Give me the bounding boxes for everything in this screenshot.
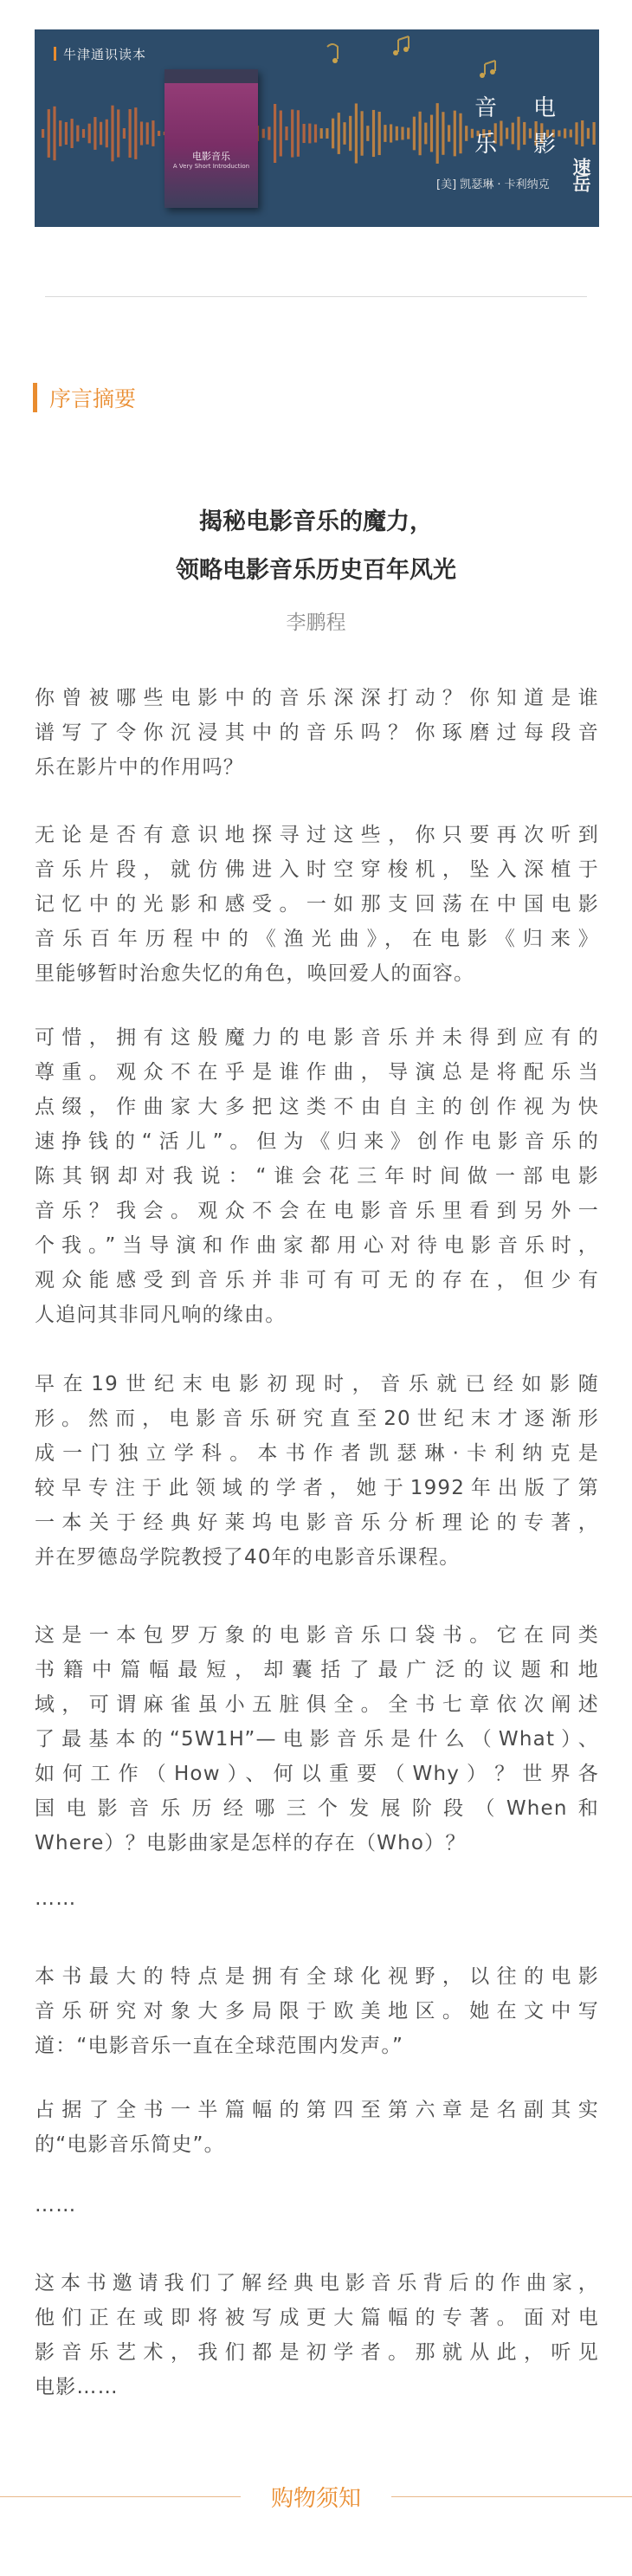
sound-wave-bar [262, 129, 265, 139]
sound-wave-bar [106, 120, 108, 147]
paragraph-line: 这是一本包罗万象的电影音乐口袋书。它在同类 [35, 1624, 599, 1647]
sound-wave-bar [419, 112, 422, 155]
paragraph-line: 了最基本的“5W1H”—电影音乐是什么（What）、 [35, 1728, 599, 1751]
sound-wave-bar [396, 126, 398, 140]
sound-wave-bar [268, 126, 270, 139]
paragraph [35, 681, 599, 785]
sound-wave-bar [326, 128, 328, 139]
sound-wave-bar [140, 121, 143, 145]
sound-wave-bar [280, 110, 282, 156]
sound-wave-bar [442, 112, 444, 155]
banner-translator: 速岳 [571, 158, 592, 191]
sound-wave-bar [152, 120, 154, 146]
headline-line-1: 揭秘电影音乐的魔力， [199, 508, 433, 535]
sound-wave-bar [361, 111, 364, 155]
sound-wave-bar [564, 128, 566, 138]
sound-wave-bar [53, 107, 55, 160]
sound-wave-bar [575, 122, 577, 145]
sound-wave-bar [558, 130, 560, 136]
paragraph-line: 谱写了令你沉浸其中的音乐吗？你琢磨过每段音 [35, 722, 599, 744]
sound-wave-bar [65, 122, 68, 145]
ellipsis [35, 1881, 599, 1916]
sound-wave-bar [587, 128, 590, 139]
sound-wave-bar [285, 126, 287, 140]
sound-wave-bar [430, 115, 433, 152]
section-title: 序言摘要 [49, 386, 137, 411]
paragraph-line: …… [35, 2194, 77, 2217]
sound-wave-bar [274, 104, 276, 163]
paragraph-line: 他们正在或即将被写成更大篇幅的专著。面对电 [35, 2307, 599, 2329]
sound-wave-bar [123, 128, 126, 139]
banner-title-char: 影 [533, 132, 557, 158]
sound-wave-bar [593, 122, 596, 145]
sound-wave-bar [297, 110, 300, 157]
sound-wave-bar [459, 113, 461, 153]
paragraph-line: 音乐？我会。观众不会在电影音乐里看到另外一 [35, 1200, 599, 1222]
sound-wave-bar [506, 127, 508, 139]
paragraph-line: 本书最大的特点是拥有全球化视野，以往的电影 [35, 1965, 599, 1988]
sound-wave-bar [59, 120, 61, 146]
sound-wave-bar [158, 131, 160, 136]
headline-line-2: 领略电影音乐历史百年风光 [176, 557, 456, 584]
shopping-notice-title: 购物须知 [270, 2486, 361, 2512]
section-accent-bar [33, 383, 37, 412]
sound-wave-bar [314, 124, 317, 142]
paragraph-line: 国电影音乐历经哪三个发展阶段（When和 [35, 1797, 599, 1820]
paragraph-line: 一本关于经典好莱坞电影音乐分析理论的专著， [35, 1511, 599, 1534]
sound-wave-bar [320, 128, 323, 139]
paragraph-line: 占据了全书一半篇幅的第四至第六章是名副其实 [35, 2099, 599, 2121]
paragraph-line: 道：“电影音乐一直在全球范围内发声。” [35, 2035, 404, 2057]
paragraph-line: 尊重。观众不在乎是谁作曲，导演总是将配乐当 [35, 1061, 599, 1084]
sound-wave-bar [424, 123, 427, 145]
sound-wave-bar [76, 126, 79, 142]
banner-author: [美] 凯瑟琳 · 卡利纳克 [436, 178, 550, 191]
sound-wave-bar [372, 110, 375, 157]
paragraph-line: 的“电影音乐简史”。 [35, 2133, 225, 2156]
paragraph-line: …… [35, 1887, 77, 1910]
sound-wave-bar [355, 103, 358, 163]
sound-wave-bar [512, 123, 514, 145]
sound-wave-bar [82, 129, 85, 138]
sound-wave-bar [291, 109, 293, 157]
shopping-notice-header [0, 2479, 632, 2514]
paragraph-line: 个我。”当导演和作曲家都用心对待电影音乐时， [35, 1234, 599, 1257]
paragraph-line: 形。然而，电影音乐研究直至20世纪末才逐渐形 [35, 1408, 599, 1430]
book-cover [164, 69, 258, 208]
paragraph-line: 乐在影片中的作用吗？ [35, 756, 244, 779]
sound-wave-bar [332, 119, 334, 149]
paragraph [35, 2093, 599, 2162]
sound-wave-bar [529, 128, 532, 138]
sound-wave-bar [349, 116, 351, 151]
sound-wave-bar [48, 109, 50, 158]
sound-wave-bar [436, 103, 439, 164]
paragraph-line: 陈其钢却对我说：“谁会花三年时间做一部电影 [35, 1165, 599, 1188]
ellipsis [35, 2188, 599, 2223]
paragraph [35, 1367, 599, 1575]
sound-wave-bar [100, 122, 102, 145]
sound-wave-bar [71, 119, 74, 148]
sound-wave-bar [570, 130, 572, 138]
sound-wave-bar [343, 122, 345, 145]
footer-divider-right [391, 2496, 632, 2497]
sound-wave-bar [308, 124, 311, 144]
sound-wave-bar [500, 121, 502, 146]
paragraph-line: 记忆中的光影和感受。一如那支回荡在中国电影 [35, 893, 599, 916]
author-byline: 李鹏程 [286, 612, 346, 634]
sound-wave-bar [303, 124, 306, 143]
paragraph-line: 如何工作（How）、何以重要（Why）？世界各 [35, 1763, 599, 1785]
paragraph-line: 观众能感受到音乐并非可有可无的存在，但少有 [35, 1269, 599, 1291]
paragraph-line: 这本书邀请我们了解经典电影音乐背后的作曲家， [35, 2272, 599, 2294]
paragraph-line: 点缀，作曲家大多把这类不由自主的创作视为快 [35, 1096, 599, 1118]
sound-wave-bar [366, 126, 369, 141]
banner-title-char: 电 [533, 95, 557, 121]
sound-wave-bar [407, 127, 410, 139]
paragraph-line: 音乐片段，就仿佛进入时空穿梭机，坠入深植于 [35, 858, 599, 881]
paragraph-line: 速挣钱的“活儿”。但为《归来》创作电影音乐的 [35, 1130, 599, 1153]
paragraph [35, 2266, 599, 2404]
sound-wave-bar [117, 109, 119, 157]
sound-wave-bar [581, 120, 584, 146]
paragraph [35, 818, 599, 991]
sound-wave-bar [129, 109, 132, 158]
sound-wave-bar [88, 124, 91, 144]
paragraph-line: Where）？电影曲家是怎样的存在（Who）？ [35, 1832, 467, 1854]
paragraph-line: 里能够暂时治愈失忆的角色，唤回爱人的面容。 [35, 962, 475, 985]
book-cover-title: 电影音乐 [192, 151, 230, 162]
sound-wave-bar [517, 117, 519, 150]
sound-wave-bar [401, 126, 403, 139]
sound-wave-bar [465, 126, 468, 141]
banner-title-char: 乐 [474, 132, 498, 158]
paragraph-line: 影音乐艺术，我们都是初学者。那就从此，听见 [35, 2341, 599, 2364]
sound-wave-bar [378, 112, 381, 155]
paragraph-line: 音乐百年历程中的《渔光曲》，在电影《归来》 [35, 928, 599, 950]
sound-wave-bar [94, 117, 96, 150]
paragraph-line: 域，可谓麻雀虽小五脏俱全。全书七章依次阐述 [35, 1693, 599, 1716]
sound-wave-bar [523, 122, 526, 145]
paragraph-line: 电影…… [35, 2376, 119, 2398]
paragraph-line: 音乐研究对象大多局限于欧美地区。她在文中写 [35, 2000, 599, 2023]
paragraph-line: 早在19世纪末电影初现时，音乐就已经如影随 [35, 1373, 599, 1395]
paragraph-line: 书籍中篇幅最短，却囊括了最广泛的议题和地 [35, 1659, 599, 1681]
paragraph [35, 1959, 599, 2063]
sound-wave-bar [146, 122, 149, 144]
banner-title-char: 音 [474, 95, 498, 121]
paragraph-line: 你曾被哪些电影中的音乐深深打动？你知道是谁 [35, 687, 599, 709]
paragraph-line: 并在罗德岛学院教授了40年的电影音乐课程。 [35, 1546, 461, 1569]
paragraph-line: 较早专注于此领域的学者，她于1992年出版了第 [35, 1477, 599, 1499]
sound-wave-bar [471, 129, 474, 138]
sound-wave-bar [448, 125, 450, 141]
book-cover-subtitle: A Very Short Introduction [172, 163, 250, 170]
paragraph-line: 人追问其非同凡响的缘由。 [35, 1304, 287, 1326]
paragraph [35, 1020, 599, 1332]
sound-wave-bar [413, 117, 416, 151]
paragraph-line: 无论是否有意识地探寻过这些，你只要再次听到 [35, 824, 599, 846]
paragraph [35, 1618, 599, 1861]
sound-wave-bar [338, 113, 340, 154]
sound-wave-bar [390, 124, 392, 142]
paragraph-line: 成一门独立学科。本书作者凯瑟琳·卡利纳克是 [35, 1442, 599, 1465]
sound-wave-bar [134, 107, 137, 159]
book-banner [35, 29, 599, 227]
series-label: 牛津通识读本 [54, 45, 146, 63]
sound-wave-bar [42, 129, 44, 138]
section-header [33, 383, 136, 412]
paragraph-line: 可惜，拥有这般魔力的电影音乐并未得到应有的 [35, 1026, 599, 1049]
sound-wave-bar [111, 106, 113, 162]
divider [45, 296, 587, 297]
sound-wave-bar [384, 125, 386, 142]
sound-wave-bar [454, 111, 456, 157]
